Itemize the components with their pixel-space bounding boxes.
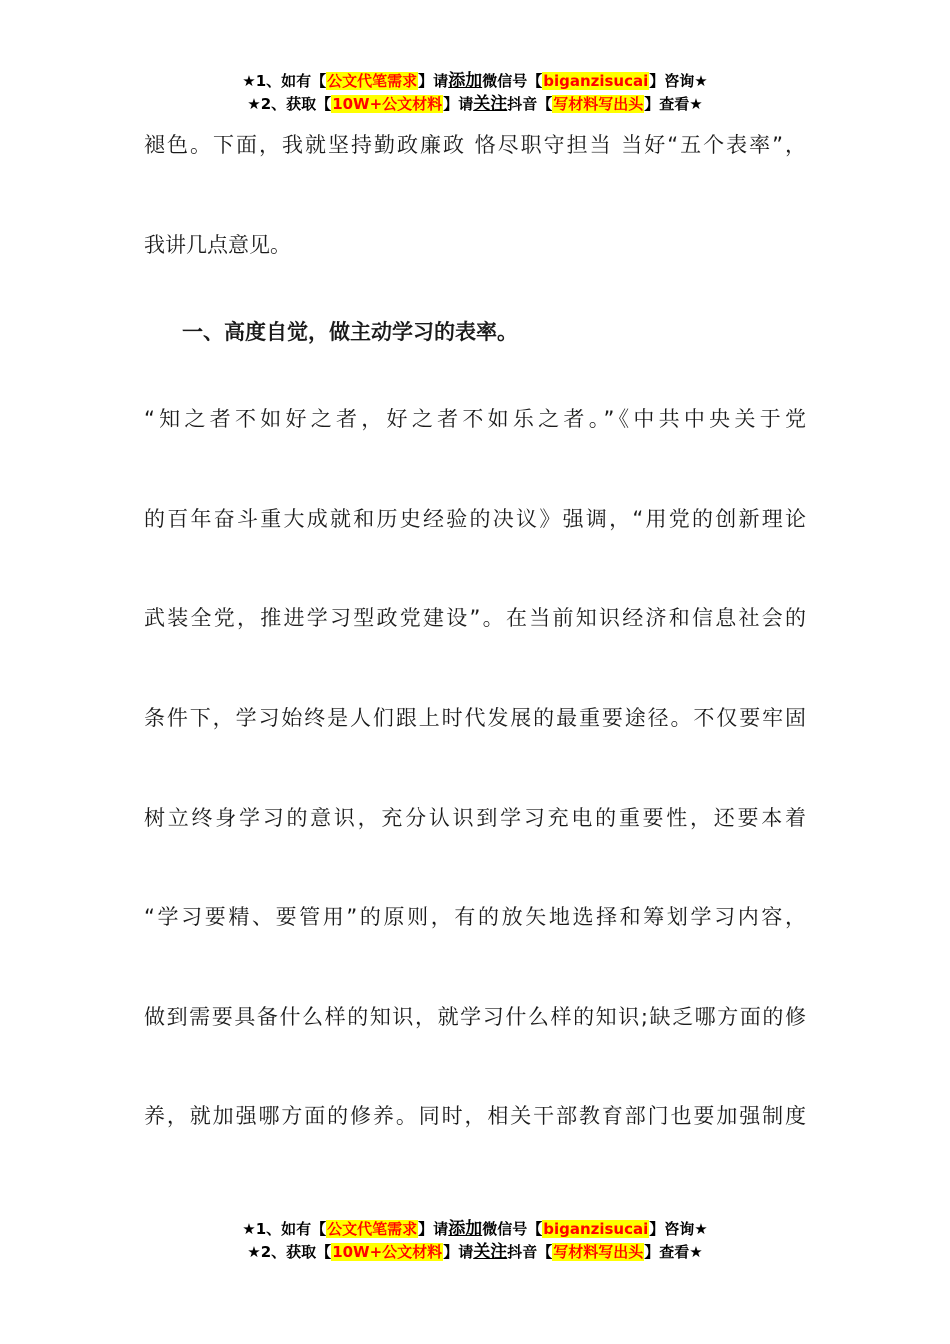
banner-line-2	[0, 93, 950, 116]
banner-text: ★2、获取【	[247, 95, 332, 113]
banner-text: ★1、如有【	[242, 1220, 327, 1238]
banner-text: 】查看★	[644, 1243, 703, 1261]
banner-text: 抖音【	[507, 95, 553, 113]
banner-text: 抖音【	[507, 1243, 553, 1261]
banner-underline: 添加	[448, 71, 483, 91]
banner-underline: 关注	[473, 94, 508, 114]
banner-text: 】请	[443, 95, 474, 113]
body-line: “知之者不如好之者，好之者不如乐之者。”《中共中央关于党	[144, 407, 806, 431]
top-banner	[0, 70, 950, 116]
banner-text: 】咨询★	[649, 72, 708, 90]
banner-highlight: 10W+公文材料	[332, 1243, 443, 1261]
body-line: 褪色。下面，我就坚持勤政廉政 恪尽职守担当 当好“五个表率”，	[144, 133, 806, 157]
body-line: 的百年奋斗重大成就和历史经验的决议》强调，“用党的创新理论	[144, 507, 806, 531]
banner-text: 】请	[443, 1243, 474, 1261]
body-line: 树立终身学习的意识，充分认识到学习充电的重要性，还要本着	[144, 806, 806, 830]
body-line: 武装全党，推进学习型政党建设”。在当前知识经济和信息社会的	[144, 606, 806, 630]
bottom-banner	[0, 1218, 950, 1264]
banner-underline: 添加	[448, 1219, 483, 1239]
banner-text: 微信号【	[482, 72, 543, 90]
banner-wechat-id: biganzisucai	[543, 1220, 649, 1238]
banner-underline: 关注	[473, 1242, 508, 1262]
banner-douyin-id: 写材料写出头	[553, 1243, 644, 1261]
body-line: “学习要精、要管用”的原则，有的放矢地选择和筹划学习内容，	[144, 905, 806, 929]
banner-line-1	[0, 1218, 950, 1241]
section-heading: 一、高度自觉，做主动学习的表率。	[182, 320, 518, 344]
banner-text: ★2、获取【	[247, 1243, 332, 1261]
body-line: 做到需要具备什么样的知识，就学习什么样的知识;缺乏哪方面的修	[144, 1005, 806, 1029]
banner-text: 】请	[418, 72, 449, 90]
banner-douyin-id: 写材料写出头	[553, 95, 644, 113]
body-line: 养，就加强哪方面的修养。同时，相关干部教育部门也要加强制度	[144, 1104, 806, 1128]
banner-highlight: 公文代笔需求	[327, 72, 418, 90]
banner-text: 】请	[418, 1220, 449, 1238]
banner-line-1	[0, 70, 950, 93]
banner-text: 】咨询★	[649, 1220, 708, 1238]
body-line: 条件下，学习始终是人们跟上时代发展的最重要途径。不仅要牢固	[144, 706, 806, 730]
banner-text: 微信号【	[482, 1220, 543, 1238]
banner-wechat-id: biganzisucai	[543, 72, 649, 90]
banner-text: 】查看★	[644, 95, 703, 113]
banner-highlight: 公文代笔需求	[327, 1220, 418, 1238]
banner-text: ★1、如有【	[242, 72, 327, 90]
banner-line-2	[0, 1241, 950, 1264]
body-line: 我讲几点意见。	[144, 233, 291, 257]
banner-highlight: 10W+公文材料	[332, 95, 443, 113]
